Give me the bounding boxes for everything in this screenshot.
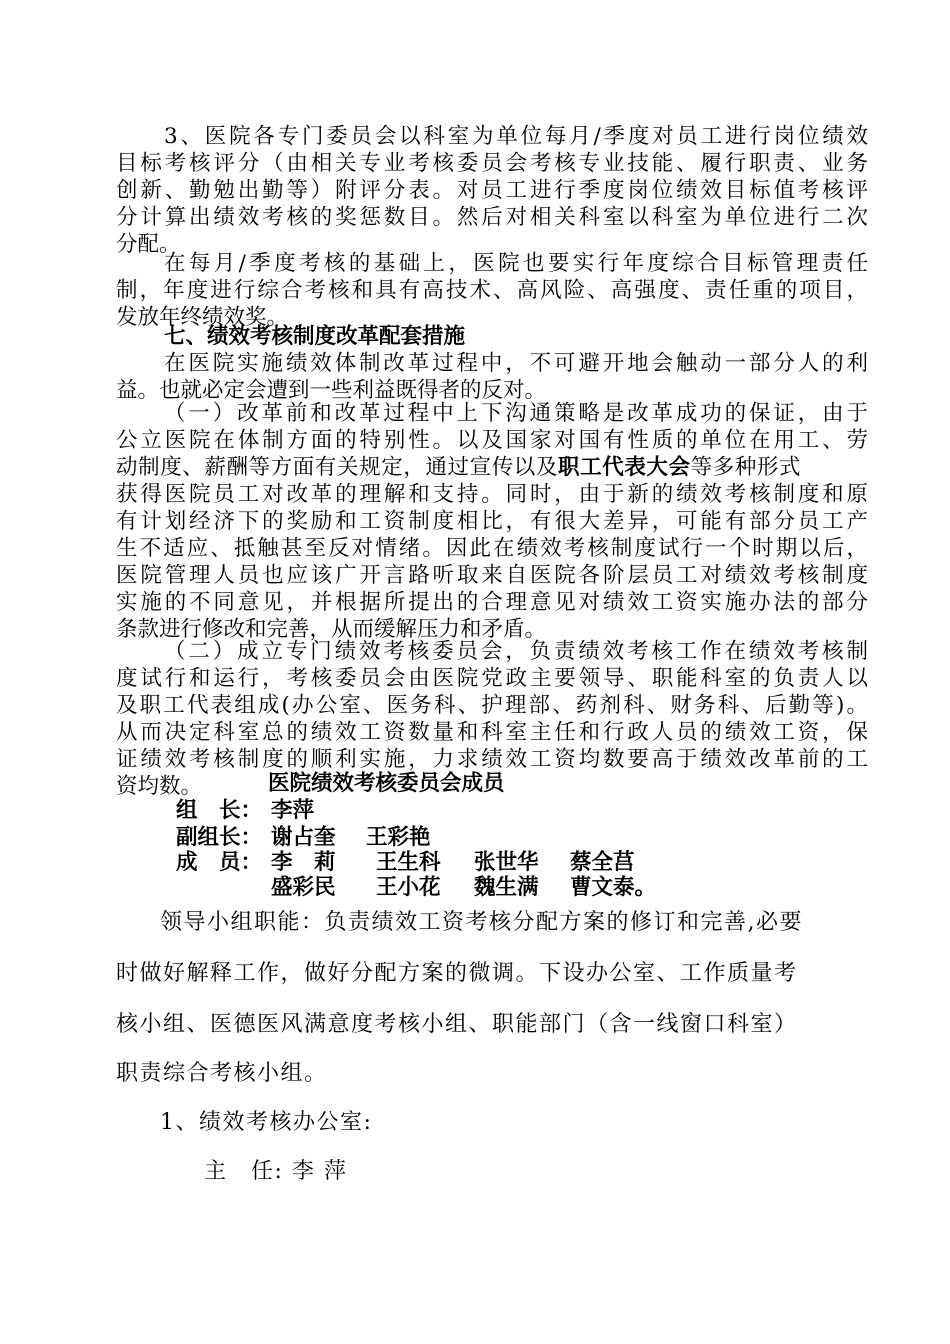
para1-line: 分计算出绩效考核的奖惩数目。然后对相关科室以科室为单位进行二次 [116, 205, 868, 230]
para4-text: 等多种形式 [690, 455, 802, 480]
para2-line: 在每月/季度考核的基础上，医院也要实行年度综合目标管理责任 [164, 251, 868, 276]
committee-title: 医院绩效考核委员会成员 [268, 771, 505, 796]
para4-line: 获得医院员工对改革的理解和支持。同时，由于新的绩效考核制度和原 [116, 482, 868, 507]
para4-line: 条款进行修改和完善，从而缓解压力和矛盾。 [116, 617, 547, 642]
member-name: 王生科 [376, 850, 441, 875]
highlight-term: 职工代表大会 [558, 455, 691, 480]
para2-line: 发放年终绩效奖。 [116, 305, 289, 330]
para3-line: 益。也就必定会遭到一些利益既得者的反对。 [116, 378, 547, 403]
para1-line: 目标考核评分（由相关专业考核委员会考核专业技能、履行职责、业务 [116, 151, 868, 176]
para1-line: 分配。 [116, 232, 181, 257]
office-director: 主 任: 李 萍 [204, 1159, 348, 1184]
para5-line: 度试行和运行，考核委员会由医院党政主要领导、职能科室的负责人以 [116, 666, 868, 691]
para4-line: 医院管理人员也应该广开言路听取来自医院各阶层员工对绩效考核制度 [116, 563, 868, 588]
member-name: 魏生满 [474, 875, 539, 900]
para2-line: 制，年度进行综合考核和具有高技术、高风险、高强度、责任重的项目， [116, 278, 868, 303]
section-heading: 七、绩效考核制度改革配套措施 [164, 324, 466, 349]
member-name: 王小花 [376, 875, 441, 900]
para4-line: 实施的不同意见，并根据所提出的合理意见对绩效工资实施办法的部分 [116, 590, 868, 615]
para6-line: 领导小组职能：负责绩效工资考核分配方案的修订和完善,必要 [160, 910, 803, 935]
para5-line: （二）成立专门绩效考核委员会，负责绩效考核工作在绩效考核制 [164, 639, 868, 664]
para5-line: 从而决定科室总的绩效工资数量和科室主任和行政人员的绩效工资，保 [116, 720, 868, 745]
member-name: 盛彩民 [271, 875, 336, 900]
office-heading: 1、绩效考核办公室: [160, 1110, 373, 1135]
deputy-name: 王彩艳 [366, 825, 431, 850]
para4-line [116, 454, 868, 481]
deputy-name: 谢占奎 [271, 825, 336, 850]
members-label: 成 员： [176, 850, 263, 875]
member-name: 蔡全莒 [570, 850, 635, 875]
para4-text: 动制度、薪酬等方面有关规定，通过宣传以及 [116, 455, 559, 480]
leader-label: 组 长： [176, 798, 263, 823]
para4-line: 有计划经济下的奖励和工资制度相比，有很大差异，可能有部分员工产 [116, 509, 868, 534]
para6-line: 时做好解释工作，做好分配方案的微调。下设办公室、工作质量考 [116, 961, 798, 986]
member-name: 曹文泰。 [570, 875, 657, 900]
para1-line: 3、医院各专门委员会以科室为单位每月/季度对员工进行岗位绩效 [164, 124, 868, 149]
para4-line: 生不适应、抵触甚至反对情绪。因此在绩效考核制度试行一个时期以后， [116, 536, 868, 561]
para5-line: 及职工代表组成(办公室、医务科、护理部、药剂科、财务科、后勤等)。 [116, 693, 868, 718]
member-name: 李 莉 [271, 850, 336, 875]
leader-name: 李萍 [271, 798, 315, 823]
para5-line: 证绩效考核制度的顺利实施，力求绩效工资均数要高于绩效改革前的工 [116, 747, 868, 772]
para1-line: 创新、勤勉出勤等）附评分表。对员工进行季度岗位绩效目标值考核评 [116, 178, 868, 203]
para6-line: 职责综合考核小组。 [116, 1061, 328, 1086]
para3-line: 在医院实施绩效体制改革过程中，不可避开地会触动一部分人的利 [164, 351, 868, 376]
deputy-label: 副组长： [176, 825, 263, 850]
para5-line: 资均数。 [116, 774, 203, 799]
para6-line: 核小组、医德医风满意度考核小组、职能部门（含一线窗口科室） [116, 1012, 798, 1037]
para4-line: 公立医院在体制方面的特别性。以及国家对国有性质的单位在用工、劳 [116, 428, 868, 453]
para4-line: （一）改革前和改革过程中上下沟通策略是改革成功的保证，由于 [164, 401, 868, 426]
member-name: 张世华 [474, 850, 539, 875]
